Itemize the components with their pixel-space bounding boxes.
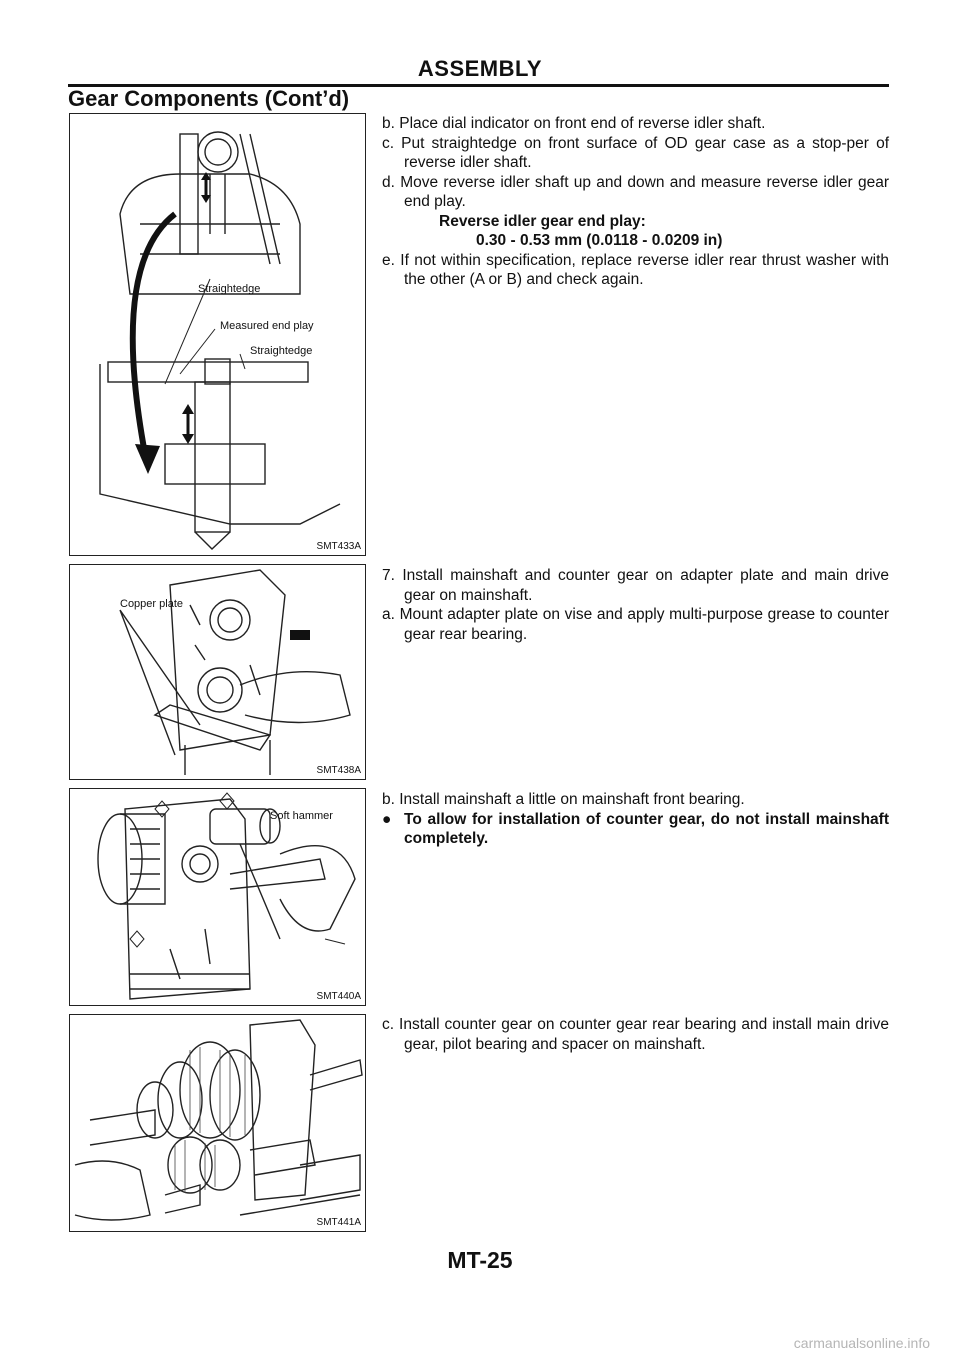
page-title: Gear Components (Cont’d) — [68, 86, 350, 111]
callout-straightedge-top: Straightedge — [198, 283, 261, 295]
soft-hammer-illustration — [70, 789, 366, 1006]
watermark: carmanualsonline.info — [793, 1335, 930, 1351]
step-c-straightedge: c. Put straightedge on front surface of OD gear case as a stop-per of reverse idler shaft. — [382, 134, 889, 171]
dial-indicator-illustration — [70, 114, 366, 556]
caution-note — [382, 810, 889, 849]
bullet-icon: ● — [382, 810, 392, 828]
step-e-replace-washer: e. If not within specification, replace reverse idler rear thrust washer with the other (A or B) and check again. — [382, 251, 889, 288]
figure-label: SMT433A — [316, 541, 361, 552]
callout-soft-hammer: Soft hammer — [270, 810, 333, 822]
counter-gear-illustration — [70, 1015, 366, 1232]
spec-label: Reverse idler gear end play: — [439, 212, 646, 230]
figure-smt440a — [69, 788, 366, 1006]
step-d-measure: d. Move reverse idler shaft up and down and measure reverse idler gear end play. — [382, 173, 889, 210]
step-b-install-mainshaft: b. Install mainshaft a little on mainshaft front bearing. — [382, 791, 745, 808]
steps-reverse-idler — [382, 114, 889, 290]
steps-mainshaft-bearing — [382, 790, 889, 849]
callout-copper-plate: Copper plate — [120, 598, 183, 610]
step-c-install-counter-gear: c. Install counter gear on counter gear rear bearing and install main drive gear, pilot bearing and spacer on mainshaft. — [382, 1016, 889, 1053]
step-7-install: 7. Install mainshaft and counter gear on adapter plate and main drive gear on mainshaft. — [382, 567, 889, 604]
callout-measured-end-play: Measured end play — [220, 320, 314, 332]
step-a-mount-plate: a. Mount adapter plate on vise and apply multi-purpose grease to counter gear rear bearing. — [382, 606, 889, 643]
figure-smt433a — [69, 113, 366, 556]
figure-label: SMT440A — [316, 991, 361, 1002]
figure-smt438a — [69, 564, 366, 780]
steps-install-mainshaft — [382, 566, 889, 644]
spec-value: 0.30 - 0.53 mm (0.0118 - 0.0209 in) — [476, 232, 723, 249]
figure-label: SMT441A — [316, 1217, 361, 1228]
section-heading: ASSEMBLY — [417, 56, 543, 81]
step-b-place-dial: b. Place dial indicator on front end of reverse idler shaft. — [382, 115, 766, 132]
caution-text: To allow for installation of counter gear, do not install mainshaft completely. — [404, 810, 889, 847]
page-number: MT-25 — [447, 1247, 513, 1273]
figure-smt441a — [69, 1014, 366, 1232]
steps-counter-gear — [382, 1015, 889, 1054]
figure-label: SMT438A — [316, 765, 361, 776]
adapter-plate-illustration — [70, 565, 366, 780]
callout-straightedge: Straightedge — [250, 345, 313, 357]
